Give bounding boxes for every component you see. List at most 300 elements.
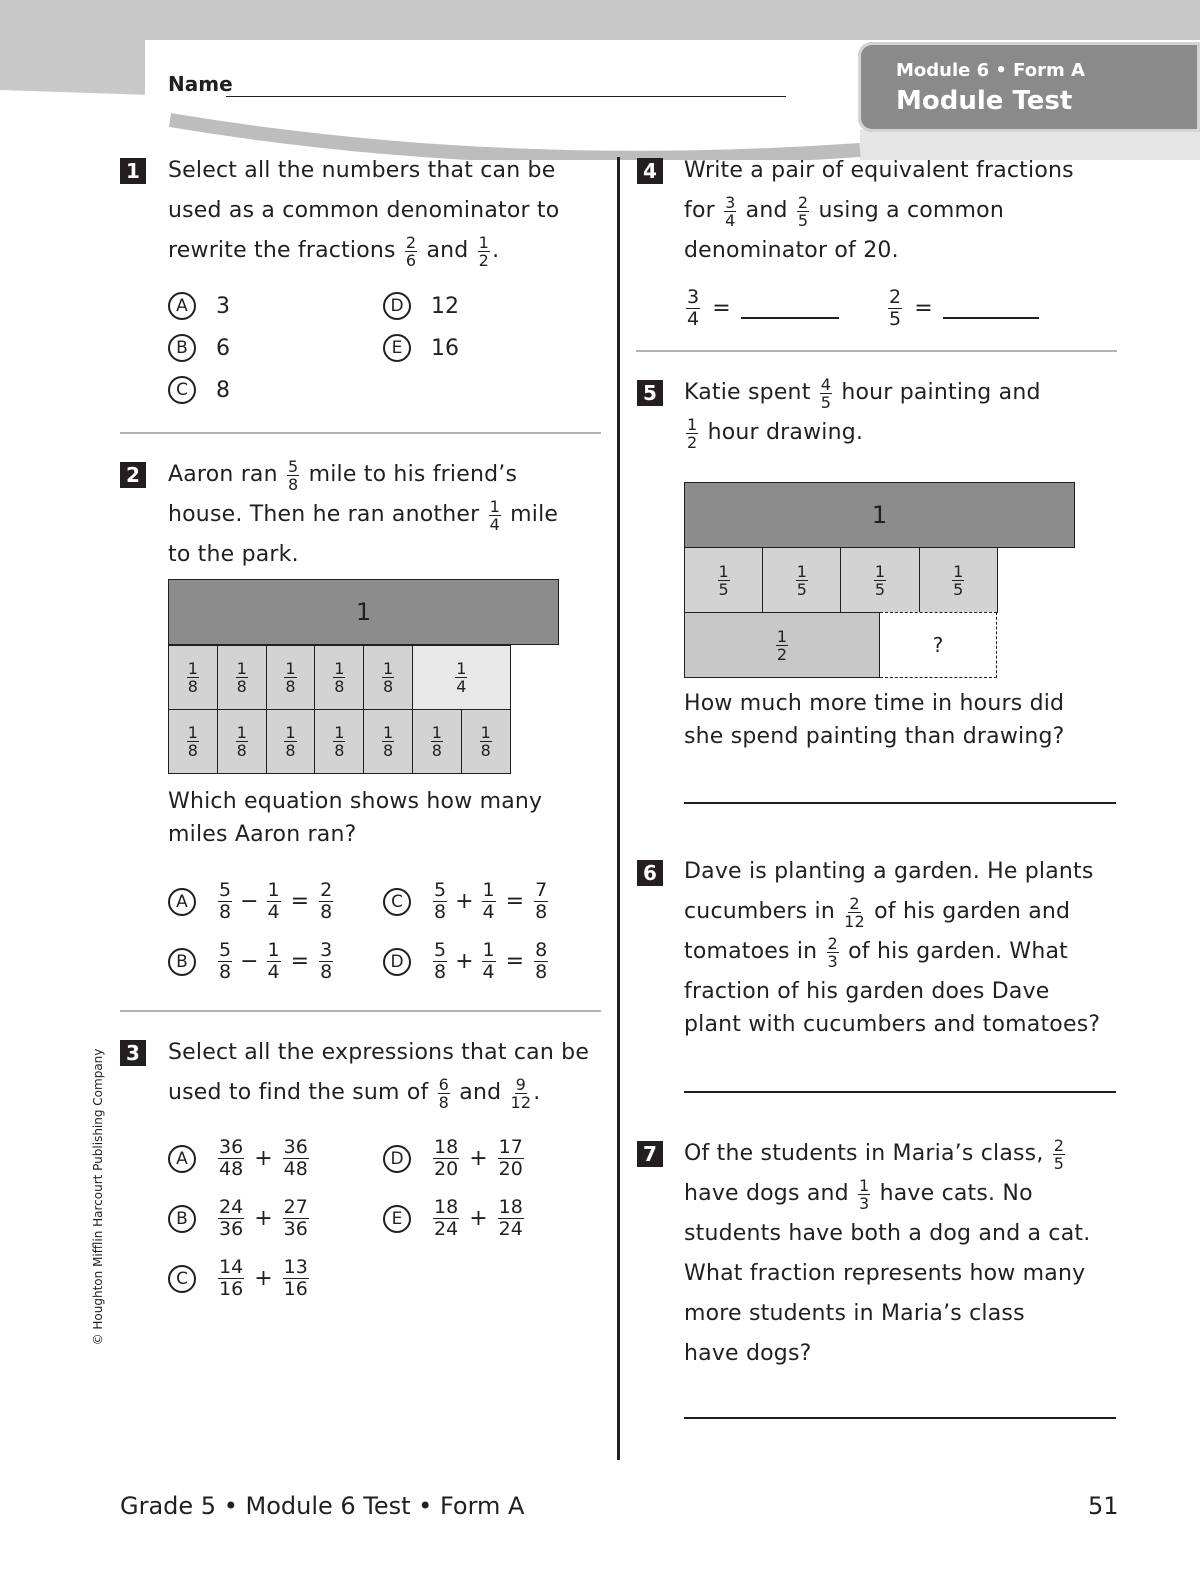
column-divider: [617, 157, 620, 1460]
numerator: 1: [267, 879, 280, 901]
question-number-5: 5: [637, 380, 663, 406]
q2-question-line1: Which equation shows how many: [168, 789, 543, 814]
eighth-cell: [314, 709, 364, 774]
denominator: 20: [498, 1158, 523, 1180]
equals-sign: =: [914, 295, 933, 321]
denominator: 36: [219, 1218, 244, 1240]
denominator: 16: [219, 1278, 244, 1300]
fraction: [287, 458, 299, 493]
q6-text: cucumbers in: [684, 899, 835, 924]
fraction: [431, 724, 443, 759]
numerator: 1: [267, 939, 280, 961]
numerator: 1: [478, 232, 490, 252]
denominator: 16: [283, 1278, 308, 1300]
numerator: 18: [498, 1196, 523, 1218]
half-bar: [684, 612, 880, 678]
eighth-cell: [363, 709, 413, 774]
numerator: 36: [283, 1136, 308, 1158]
denominator: 8: [187, 677, 198, 696]
fraction: [724, 194, 736, 229]
copyright-notice: © Houghton Mifflin Harcourt Publishing Company: [91, 1048, 105, 1346]
numerator: 1: [796, 561, 807, 581]
fraction: [267, 940, 281, 983]
denominator: 2: [478, 250, 490, 270]
fraction: [283, 1197, 309, 1240]
numerator: 2: [849, 893, 860, 913]
q7-answer-line[interactable]: [684, 1417, 1116, 1419]
operator: −: [240, 949, 259, 974]
denominator: 8: [535, 901, 548, 923]
denominator: 12: [510, 1092, 532, 1112]
numerator: 3: [725, 192, 736, 212]
numerator: 2: [889, 286, 902, 308]
denominator: 8: [434, 901, 447, 923]
fraction: [858, 1177, 870, 1212]
fraction: [796, 563, 808, 598]
q5-bar-model: [684, 482, 1075, 677]
q5-text: hour drawing.: [707, 420, 864, 445]
q3-option-d[interactable]: [383, 1137, 526, 1180]
denominator: 4: [725, 210, 736, 230]
q2-option-a[interactable]: [168, 880, 335, 923]
fraction: [482, 880, 496, 923]
fraction: [776, 628, 788, 663]
numerator: 1: [718, 561, 729, 581]
numerator: 1: [859, 1175, 870, 1195]
q7-line1: [684, 1134, 1067, 1174]
q2-line2: [168, 495, 558, 535]
fraction: [844, 895, 865, 930]
q3-line2: [168, 1073, 540, 1113]
option-letter: B: [168, 1205, 196, 1233]
numerator: 1: [489, 496, 500, 516]
eighth-cell: [168, 709, 218, 774]
operator: +: [254, 1206, 273, 1231]
quarter-cell: [412, 645, 511, 710]
q1-line2: used as a common denominator to: [168, 198, 560, 223]
q2-option-b[interactable]: [168, 940, 335, 983]
numerator: 1: [953, 561, 964, 581]
option-text: 6: [216, 335, 230, 361]
q6-line3: [684, 932, 1068, 972]
option-letter: C: [168, 1265, 196, 1293]
fraction: [333, 660, 345, 695]
denominator: 8: [219, 961, 232, 983]
fraction: [718, 563, 730, 598]
numerator: 18: [434, 1196, 459, 1218]
denominator: 8: [320, 901, 333, 923]
numerator: 1: [480, 723, 491, 742]
fraction: [187, 660, 199, 695]
fraction: [820, 376, 832, 411]
fraction: [510, 1076, 531, 1111]
q2-text: house. Then he ran another: [168, 502, 480, 527]
option-text: 12: [431, 293, 459, 319]
name-field[interactable]: [226, 96, 786, 97]
denominator: 8: [287, 474, 299, 494]
denominator: 5: [889, 308, 902, 330]
fraction: [433, 940, 447, 983]
q6-text: of his garden. What: [848, 939, 1068, 964]
numerator: 1: [236, 659, 247, 678]
denominator: 8: [236, 677, 247, 696]
name-label: Name: [168, 72, 233, 96]
fraction: [433, 880, 447, 923]
q6-line5: plant with cucumbers and tomatoes?: [684, 1012, 1101, 1037]
fraction: [827, 935, 839, 970]
fraction: [686, 416, 698, 451]
q3-option-b[interactable]: [168, 1197, 311, 1240]
equals-sign: =: [290, 949, 310, 974]
denominator: 48: [283, 1158, 308, 1180]
equals-sign: =: [712, 295, 731, 321]
denominator: 2: [776, 644, 788, 664]
q5-line2: [684, 413, 863, 453]
whole-bar: [168, 579, 559, 645]
numerator: 1: [187, 659, 198, 678]
fraction: [333, 724, 345, 759]
q4-line3: denominator of 20.: [684, 238, 899, 263]
q5-text: Katie spent: [684, 380, 811, 405]
fraction: [236, 660, 248, 695]
numerator: 17: [498, 1136, 523, 1158]
option-letter: C: [383, 888, 411, 916]
operator: +: [469, 1146, 488, 1171]
denominator: 24: [434, 1218, 459, 1240]
fraction: [480, 724, 492, 759]
denominator: 12: [844, 911, 865, 931]
numerator: 1: [456, 659, 467, 678]
q2-question-line2: miles Aaron ran?: [168, 822, 357, 847]
option-text: 16: [431, 335, 459, 361]
option-letter: C: [168, 376, 196, 404]
denominator: 8: [219, 901, 232, 923]
numerator: 36: [219, 1136, 244, 1158]
fraction: [218, 1197, 244, 1240]
option-letter: B: [168, 948, 196, 976]
numerator: 8: [535, 939, 548, 961]
q7-line2: [684, 1174, 1033, 1214]
q7-text: have cats. No: [879, 1181, 1033, 1206]
fraction: [534, 940, 548, 983]
equals-sign: =: [505, 949, 525, 974]
denominator: 4: [489, 514, 500, 534]
denominator: 24: [498, 1218, 523, 1240]
denominator: 8: [285, 677, 296, 696]
numerator: 2: [405, 232, 417, 252]
q6-text: of his garden and: [874, 899, 1071, 924]
q1-option-a[interactable]: [168, 292, 230, 320]
q2-option-d[interactable]: [383, 940, 550, 983]
denominator: 3: [827, 951, 838, 971]
denominator: 4: [482, 961, 495, 983]
denominator: 6: [405, 250, 417, 270]
numerator: 5: [434, 939, 447, 961]
eighth-cell: [168, 645, 218, 710]
q2-text: mile: [510, 502, 559, 527]
q4-answer-blank-2[interactable]: [943, 317, 1039, 319]
numerator: 3: [320, 939, 333, 961]
q4-answer-2: [886, 287, 1039, 330]
fraction: [187, 724, 199, 759]
q1-option-e[interactable]: [383, 334, 459, 362]
fifth-cell: [840, 547, 919, 613]
numerator: 2: [797, 192, 809, 212]
fraction: [888, 287, 902, 330]
q7-text: Of the students in Maria’s class,: [684, 1141, 1044, 1166]
q3-text: used to find the sum of: [168, 1080, 429, 1105]
numerator: 1: [334, 723, 345, 742]
q1-and: and: [426, 238, 469, 263]
numerator: 1: [334, 659, 345, 678]
denominator: 8: [434, 961, 447, 983]
badge-title: Module Test: [896, 86, 1073, 116]
numerator: 1: [776, 626, 788, 646]
denominator: 5: [797, 210, 809, 230]
q7-line6: have dogs?: [684, 1341, 812, 1366]
question-number-4: 4: [637, 158, 663, 184]
denominator: 8: [320, 961, 333, 983]
q7-text: have dogs and: [684, 1181, 849, 1206]
fifth-cell: [919, 547, 998, 613]
option-letter: A: [168, 1145, 196, 1173]
numerator: 1: [874, 561, 886, 581]
numerator: 5: [434, 879, 447, 901]
option-text: 3: [216, 293, 230, 319]
eighth-cell: [461, 709, 511, 774]
fraction: [283, 1137, 309, 1180]
denominator: 4: [456, 677, 467, 696]
fraction: [797, 194, 809, 229]
fraction: [489, 498, 501, 533]
q3-option-c[interactable]: [168, 1257, 311, 1300]
q7-line3: students have both a dog and a cat.: [684, 1221, 1091, 1246]
q4-line2: [684, 191, 1004, 231]
q4-answer-blank-1[interactable]: [741, 317, 839, 319]
q1-line3: [168, 231, 499, 271]
numerator: 1: [236, 723, 247, 742]
fraction: [267, 880, 281, 923]
denominator: 8: [431, 741, 442, 760]
denominator: 48: [219, 1158, 244, 1180]
denominator: 2: [687, 432, 698, 452]
q7-line5: more students in Maria’s class: [684, 1301, 1025, 1326]
numerator: 1: [382, 723, 394, 742]
fraction: [482, 940, 496, 983]
eighth-cell: [217, 645, 267, 710]
eighth-cell: [266, 645, 316, 710]
denominator: 8: [535, 961, 548, 983]
numerator: 5: [287, 456, 299, 476]
operator: +: [254, 1146, 273, 1171]
fraction: [218, 940, 232, 983]
question-number-1: 1: [120, 158, 146, 184]
q1-option-c[interactable]: [168, 376, 230, 404]
fraction: [284, 724, 296, 759]
eighth-cell: [314, 645, 364, 710]
q4-line1: Write a pair of equivalent fractions: [684, 158, 1074, 183]
q1-option-b[interactable]: [168, 334, 230, 362]
whole-bar: [684, 482, 1075, 548]
fraction: [952, 563, 964, 598]
numerator: 18: [434, 1136, 459, 1158]
denominator: 4: [482, 901, 495, 923]
question-number-6: 6: [637, 860, 663, 886]
q5-line1: [684, 373, 1041, 413]
q6-line4: fraction of his garden does Dave: [684, 979, 1050, 1004]
fraction: [405, 234, 417, 269]
numerator: 1: [187, 723, 198, 742]
denominator: 5: [820, 392, 832, 412]
denominator: 36: [283, 1218, 308, 1240]
option-letter: A: [168, 292, 196, 320]
numerator: 6: [438, 1074, 450, 1094]
fifth-cell: [684, 547, 763, 613]
q4-text: for: [684, 198, 715, 223]
eighth-cell: [412, 709, 462, 774]
q2-bar-model: [168, 579, 559, 774]
q2-text: mile to his friend’s: [308, 462, 518, 487]
numerator: 7: [535, 879, 548, 901]
numerator: 1: [482, 939, 495, 961]
q1-line3-text: rewrite the fractions: [168, 238, 396, 263]
numerator: 1: [285, 659, 296, 678]
q6-line2: [684, 892, 1070, 932]
unknown-bar: [880, 612, 997, 678]
q4-answer-1: [684, 287, 839, 330]
fraction: [382, 724, 394, 759]
q4-and: and: [745, 198, 788, 223]
numerator: 2: [1053, 1135, 1065, 1155]
denominator: 4: [267, 901, 280, 923]
option-letter: D: [383, 292, 411, 320]
question-number-7: 7: [637, 1141, 663, 1167]
q5-question-line2: she spend painting than drawing?: [684, 724, 1065, 749]
denominator: 5: [796, 579, 807, 599]
fraction: [438, 1076, 450, 1111]
q4-text: using a common: [818, 198, 1004, 223]
equals-sign: =: [290, 889, 310, 914]
numerator: 5: [219, 879, 232, 901]
fraction: [498, 1137, 524, 1180]
q1-option-d[interactable]: [383, 292, 459, 320]
numerator: 1: [285, 723, 296, 742]
numerator: 9: [515, 1074, 527, 1094]
module-badge: [858, 42, 1200, 132]
operator: +: [469, 1206, 488, 1231]
section-divider: [120, 432, 601, 434]
option-letter: E: [383, 334, 411, 362]
numerator: 5: [219, 939, 232, 961]
operator: −: [240, 889, 259, 914]
fraction: [382, 660, 394, 695]
option-letter: D: [383, 1145, 411, 1173]
q6-answer-line[interactable]: [684, 1091, 1116, 1093]
fraction: [433, 1137, 459, 1180]
bar-label: 1: [871, 501, 888, 529]
question-number-2: 2: [120, 462, 146, 488]
denominator: 8: [285, 741, 296, 760]
page-number: 51: [1088, 1492, 1119, 1520]
denominator: 8: [334, 741, 345, 760]
denominator: 8: [334, 677, 345, 696]
fraction: [319, 880, 333, 923]
denominator: 5: [718, 579, 729, 599]
numerator: 1: [431, 723, 442, 742]
q3-period: .: [533, 1080, 541, 1105]
fraction: [1053, 1137, 1065, 1172]
q3-option-a[interactable]: [168, 1137, 311, 1180]
denominator: 5: [874, 579, 886, 599]
numerator: 14: [219, 1256, 244, 1278]
section-divider: [120, 1010, 601, 1012]
numerator: 1: [687, 414, 698, 434]
fraction: [283, 1257, 309, 1300]
denominator: 8: [382, 741, 394, 760]
q3-option-e[interactable]: [383, 1197, 526, 1240]
denominator: 5: [1053, 1153, 1065, 1173]
question-number-3: 3: [120, 1040, 146, 1066]
q2-option-c[interactable]: [383, 880, 550, 923]
fraction: [319, 940, 333, 983]
denominator: 8: [187, 741, 198, 760]
denominator: 8: [382, 677, 394, 696]
eighth-cell: [266, 709, 316, 774]
option-text: 8: [216, 377, 230, 403]
fraction: [218, 880, 232, 923]
fraction: [433, 1197, 459, 1240]
option-letter: B: [168, 334, 196, 362]
fraction: [498, 1197, 524, 1240]
denominator: 20: [434, 1158, 459, 1180]
q1-line1: Select all the numbers that can be: [168, 158, 556, 183]
badge-subtitle: Module 6 • Form A: [896, 60, 1085, 81]
fraction: [236, 724, 248, 759]
operator: +: [254, 1266, 273, 1291]
numerator: 1: [482, 879, 495, 901]
operator: +: [455, 949, 474, 974]
numerator: 4: [820, 374, 832, 394]
numerator: 27: [283, 1196, 308, 1218]
numerator: 13: [283, 1256, 308, 1278]
unknown-label: ?: [932, 633, 944, 657]
numerator: 1: [382, 659, 394, 678]
operator: +: [455, 889, 474, 914]
equals-sign: =: [505, 889, 525, 914]
fraction: [218, 1137, 244, 1180]
denominator: 8: [438, 1092, 450, 1112]
q6-line1: Dave is planting a garden. He plants: [684, 859, 1094, 884]
q5-answer-line[interactable]: [684, 802, 1116, 804]
q2-text: Aaron ran: [168, 462, 278, 487]
numerator: 2: [827, 933, 838, 953]
numerator: 24: [219, 1196, 244, 1218]
eighth-cell: [217, 709, 267, 774]
denominator: 8: [480, 741, 491, 760]
option-letter: D: [383, 948, 411, 976]
fraction: [686, 287, 700, 330]
q5-question-line1: How much more time in hours did: [684, 691, 1065, 716]
fraction: [478, 234, 490, 269]
numerator: 3: [687, 286, 700, 308]
q2-line3: to the park.: [168, 542, 299, 567]
bar-label: 1: [355, 598, 372, 626]
fraction: [218, 1257, 244, 1300]
denominator: 5: [953, 579, 964, 599]
option-letter: E: [383, 1205, 411, 1233]
numerator: 2: [320, 879, 333, 901]
fraction: [534, 880, 548, 923]
